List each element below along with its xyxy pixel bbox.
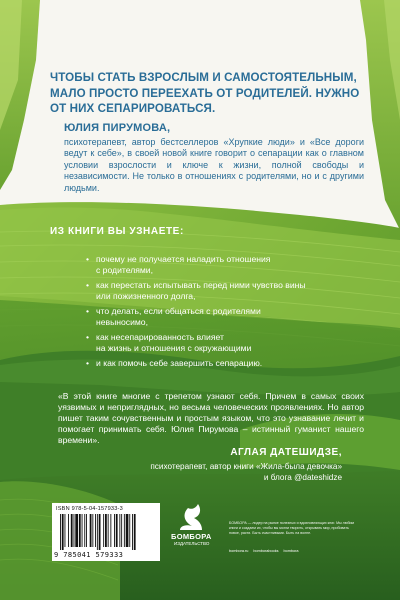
barcode-bar bbox=[68, 514, 69, 547]
barcode-bar bbox=[92, 514, 93, 547]
author-name: ЮЛИЯ ПИРУМОВА, bbox=[64, 122, 171, 134]
list-item bbox=[86, 280, 316, 302]
barcode-bar bbox=[60, 514, 61, 550]
social-link-1[interactable]: bomborabooks bbox=[253, 549, 279, 553]
list-item-line: как несепарированность влияет bbox=[96, 332, 224, 342]
barcode-bar bbox=[62, 514, 64, 550]
barcode-bar bbox=[119, 514, 120, 547]
intro-line: МАЛО ПРОСТО ПЕРЕЕХАТЬ ОТ РОДИТЕЛЕЙ. НУЖНО bbox=[50, 86, 360, 100]
publisher-subtitle: ИЗДАТЕЛЬСТВО bbox=[174, 541, 210, 546]
bullet: • bbox=[86, 280, 90, 290]
bullet: • bbox=[86, 332, 90, 342]
barcode-bar bbox=[90, 514, 92, 547]
list-item-line: невыносимо, bbox=[96, 317, 148, 327]
barcode-bar bbox=[95, 514, 96, 547]
barcode-block bbox=[52, 503, 160, 561]
barcode-bar bbox=[79, 514, 81, 547]
bullet: • bbox=[86, 306, 90, 316]
barcode-bar bbox=[114, 514, 115, 547]
publisher-name: БОМБОРА bbox=[171, 532, 212, 541]
intro-heading bbox=[50, 70, 370, 117]
barcode-bar bbox=[129, 514, 130, 547]
barcode-bar bbox=[71, 514, 73, 547]
barcode-bar bbox=[108, 514, 109, 547]
barcode-bar bbox=[105, 514, 107, 547]
review-quote: «В этой книге многие с трепетом узнают себя. Причем в самых своих уязвимых и неприглядных, но весьма человеческих проявлениях. Но автор пишет таким сочувственным и простым языком, что это узнавание лечит и помогает принимать себя. Юлия Пирумова – истинный гуманист нашего времени». bbox=[58, 391, 364, 445]
list-item bbox=[86, 254, 316, 276]
barcode-bar bbox=[121, 514, 122, 547]
barcode-bar bbox=[124, 514, 125, 547]
bullet: • bbox=[86, 254, 90, 264]
isbn-label: ISBN 978-5-04-157933-3 bbox=[56, 506, 123, 512]
list-item-line: на жизнь и отношения с окружающими bbox=[96, 343, 252, 353]
barcode-bar bbox=[103, 514, 104, 547]
barcode-bar bbox=[99, 514, 101, 550]
barcode-digits: 9 785041 579333 bbox=[54, 551, 124, 559]
list-item bbox=[86, 332, 316, 354]
barcode-bar bbox=[97, 514, 98, 550]
barcode-bar bbox=[84, 514, 85, 547]
list-item bbox=[86, 306, 316, 328]
barcode-bar bbox=[75, 514, 78, 547]
intro-line: ЧТОБЫ СТАТЬ ВЗРОСЛЫМ И САМОСТОЯТЕЛЬНЫМ, bbox=[50, 71, 357, 84]
barcode-bar bbox=[110, 514, 111, 547]
social-link-2[interactable]: bombora bbox=[283, 549, 299, 553]
list-item bbox=[86, 358, 316, 369]
list-item-line: что делать, если общаться с родителями bbox=[96, 306, 261, 316]
barcode-icon bbox=[60, 514, 154, 550]
quote-author: АГЛАЯ ДАТЕШИДЗЕ, bbox=[230, 447, 342, 458]
learn-list bbox=[86, 254, 316, 373]
barcode-bar bbox=[134, 514, 136, 550]
intro-line: ОТ НИХ СЕПАРИРОВАТЬСЯ. bbox=[50, 102, 216, 115]
barcode-bar bbox=[126, 514, 129, 547]
quote-role-line: психотерапевт, автор книги «Жила-была девочка» bbox=[150, 462, 342, 471]
social-links bbox=[229, 549, 359, 553]
barcode-bar bbox=[74, 514, 75, 547]
barcode-bar bbox=[82, 514, 83, 547]
list-item-line: почему не получается наладить отношения bbox=[96, 254, 271, 264]
barcode-bar bbox=[86, 514, 87, 547]
bullet: • bbox=[86, 358, 90, 368]
list-item-line: с родителями, bbox=[96, 265, 153, 275]
quote-author-role bbox=[122, 462, 342, 483]
social-link-site[interactable]: bombora.ru bbox=[229, 549, 249, 553]
list-item-line: и как помочь себе завершить сепарацию. bbox=[96, 358, 263, 368]
publisher-info: БОМБОРА — лидер на рынке полезных и вдохновляющих книг. Мы любим книги и создаем их, чтобы вы могли творить, открывать мир, пробовать новое, расти. Быть счастливыми. Быть на волне. bbox=[229, 521, 354, 535]
author-description: психотерапевт, автор бестселлеров «Хрупкие люди» и «Все дороги ведут к себе», в своей новой книге говорит о сепарации как о главном условии взрослости и ключе к жизни, полной свободы и независимости. Не только в отношениях с родителями, но и с другими людьми. bbox=[64, 137, 364, 193]
list-item-line: как перестать испытывать перед ними чувство вины bbox=[96, 280, 306, 290]
quote-role-line: и блога @dateshidze bbox=[263, 472, 342, 482]
list-item-line: или пожизненного долга, bbox=[96, 291, 196, 301]
barcode-bar bbox=[65, 514, 66, 547]
barcode-bar bbox=[132, 514, 133, 550]
learn-title: ИЗ КНИГИ ВЫ УЗНАЕТЕ: bbox=[50, 226, 184, 237]
barcode-bar bbox=[116, 514, 118, 547]
